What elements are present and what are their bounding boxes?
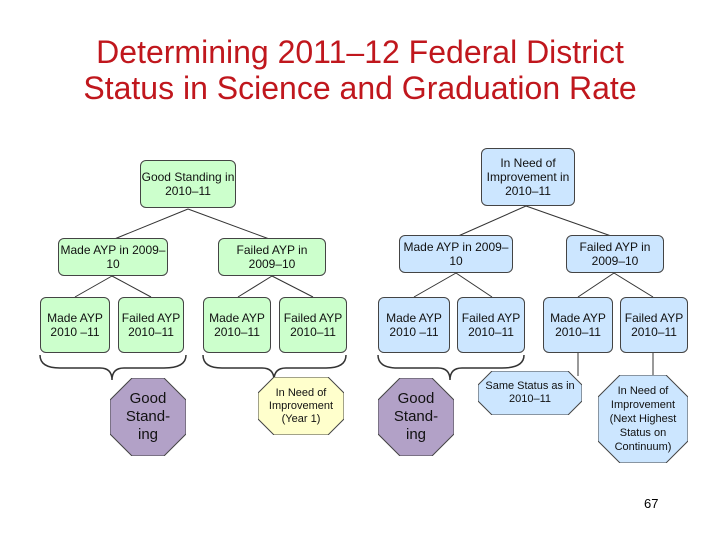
made-ayp-2009-10-left-label: Made AYP in 2009–10 — [60, 243, 166, 271]
same-status-label: Same Status as in 2010–11 — [485, 380, 575, 405]
leaf-failed-ayp-2010-11-l2 — [118, 297, 184, 353]
next-highest-outcome — [598, 375, 688, 463]
leaf-l1-label: Made AYP 2010 –11 — [47, 311, 103, 339]
leaf-made-ayp-2010-11-l1 — [40, 297, 110, 353]
leaf-failed-ayp-2010-11-l4 — [279, 297, 347, 353]
good-standing-2010-11-box — [140, 160, 236, 208]
failed-ayp-2009-10-right-box — [566, 235, 664, 273]
next-highest-label: In Need of Improvement (Next Highest Status on Continuum) — [609, 385, 677, 453]
improvement-year1-outcome — [258, 377, 344, 435]
leaf-made-ayp-2010-11-r1 — [378, 297, 450, 353]
good-standing-outcome-right-label: Good Stand-ing — [393, 390, 439, 443]
leaf-r1-label: Made AYP 2010 –11 — [386, 311, 442, 339]
in-need-of-improvement-2010-11-label: In Need of Improvement in 2010–11 — [486, 156, 570, 198]
title-line-1: Determining 2011–12 Federal District — [96, 34, 624, 70]
leaf-r4-label: Failed AYP 2010–11 — [624, 311, 684, 339]
leaf-made-ayp-2010-11-l3 — [203, 297, 271, 353]
title-line-2: Status in Science and Graduation Rate — [83, 70, 637, 106]
failed-ayp-2009-10-right-label: Failed AYP in 2009–10 — [579, 240, 651, 268]
good-standing-outcome-left — [110, 378, 186, 456]
leaf-r3-label: Made AYP 2010–11 — [550, 311, 606, 339]
failed-ayp-2009-10-left-label: Failed AYP in 2009–10 — [236, 243, 308, 271]
leaf-r2-label: Failed AYP 2010–11 — [461, 311, 521, 339]
same-status-outcome — [478, 371, 582, 415]
leaf-failed-ayp-2010-11-r2 — [457, 297, 525, 353]
good-standing-outcome-right — [378, 378, 454, 456]
page-number: 67 — [644, 496, 659, 511]
leaf-made-ayp-2010-11-r3 — [543, 297, 613, 353]
made-ayp-2009-10-right-box — [399, 235, 513, 273]
made-ayp-2009-10-left-box — [58, 238, 168, 276]
good-standing-outcome-left-label: Good Stand-ing — [125, 390, 171, 443]
leaf-l2-label: Failed AYP 2010–11 — [121, 311, 181, 339]
leaf-failed-ayp-2010-11-r4 — [620, 297, 688, 353]
failed-ayp-2009-10-left-box — [218, 238, 326, 276]
good-standing-2010-11-label: Good Standing in 2010–11 — [141, 170, 235, 198]
improvement-year1-label: In Need of Improvement (Year 1) — [268, 386, 334, 425]
leaf-l3-label: Made AYP 2010–11 — [209, 311, 265, 339]
made-ayp-2009-10-right-label: Made AYP in 2009–10 — [403, 240, 509, 268]
leaf-l4-label: Failed AYP 2010–11 — [283, 311, 343, 339]
in-need-of-improvement-2010-11-box — [481, 148, 575, 206]
